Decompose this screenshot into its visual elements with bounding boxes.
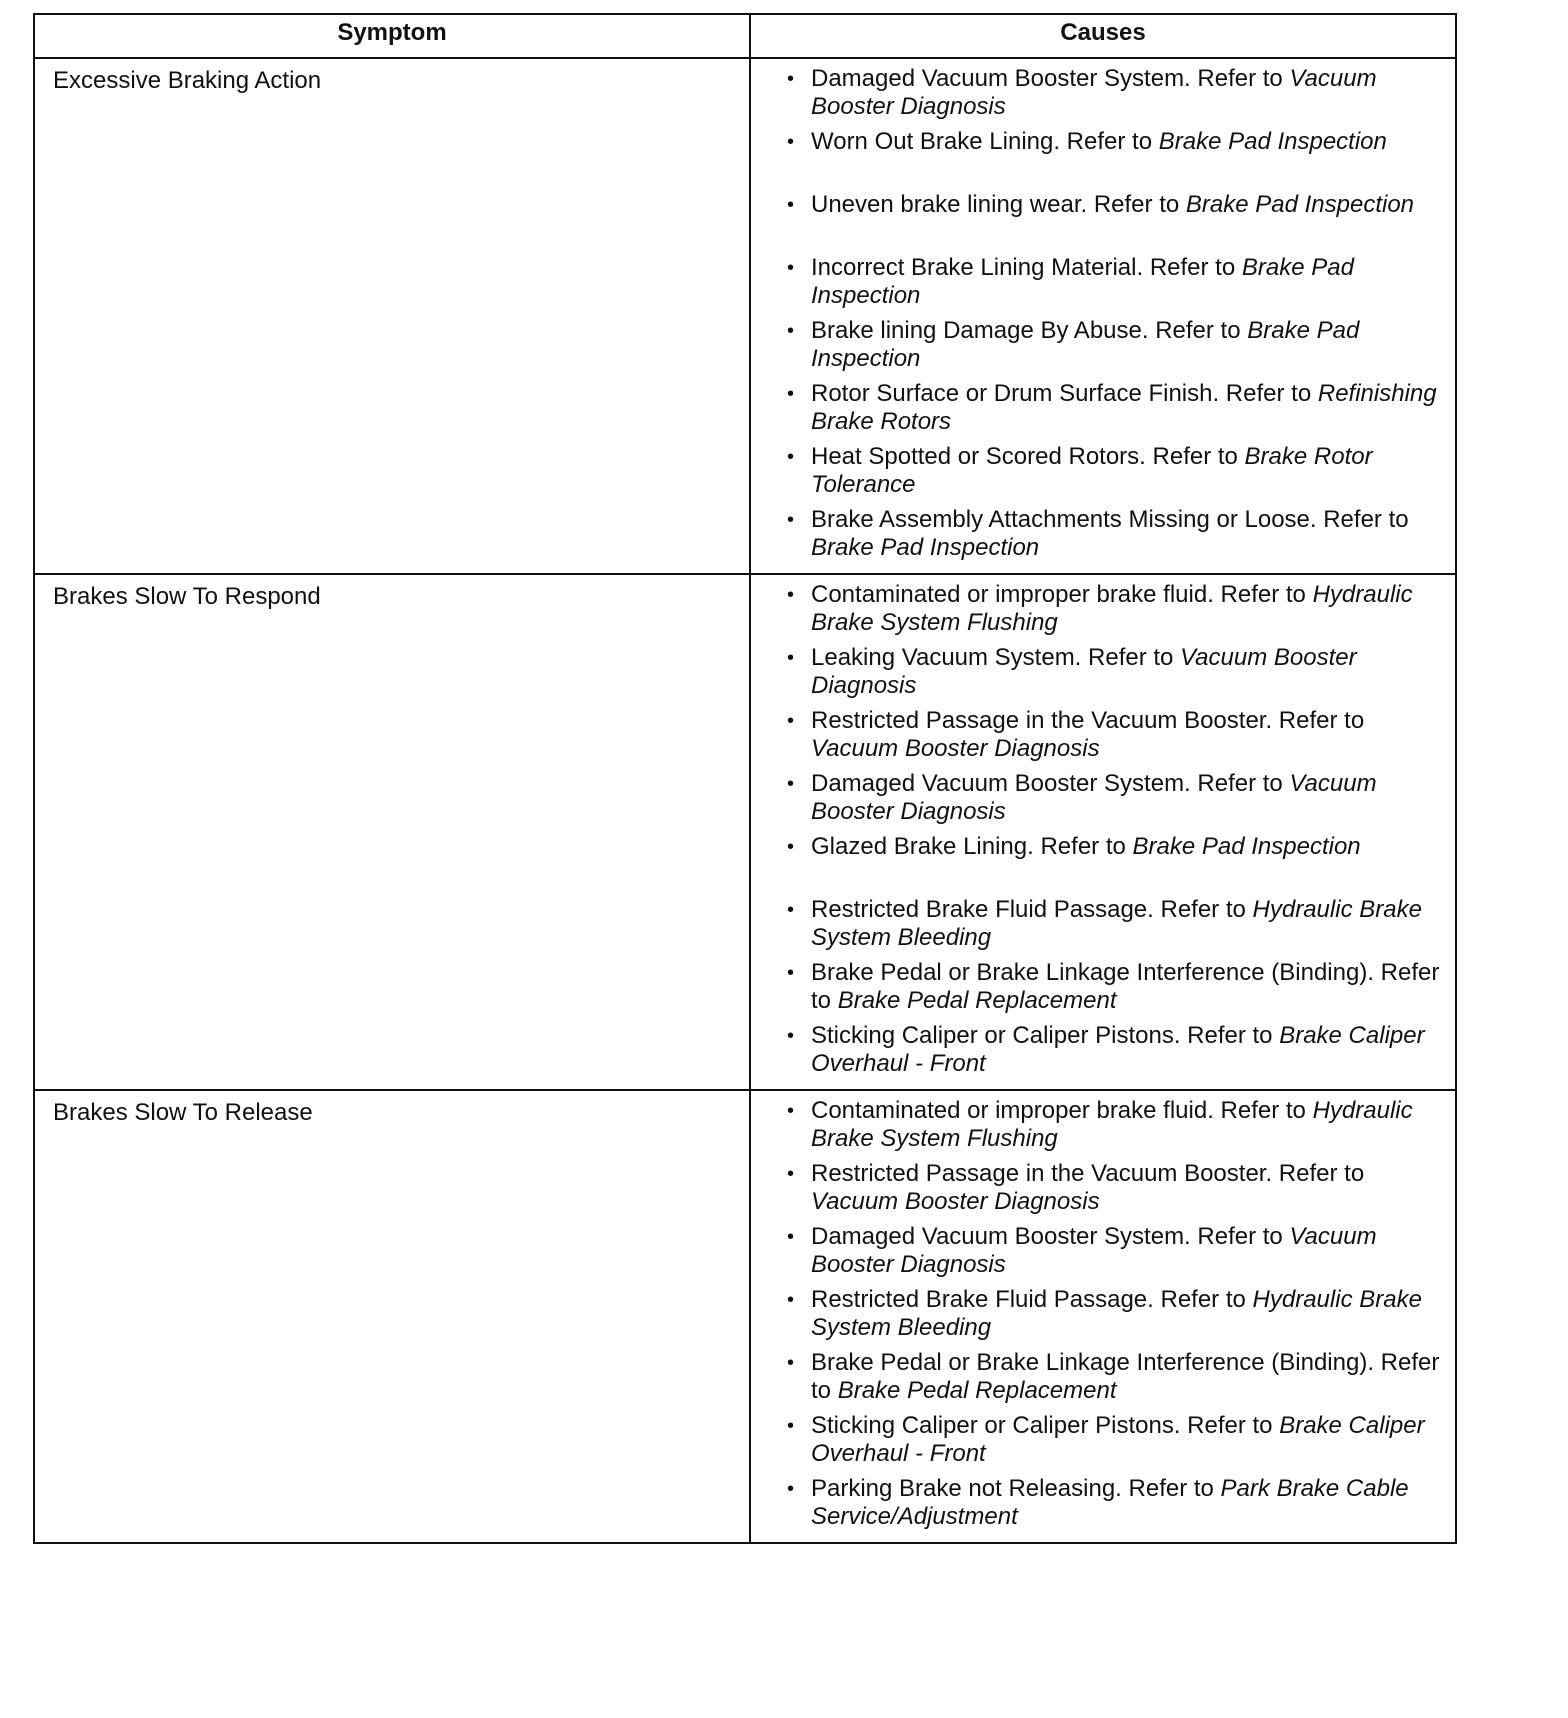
cause-item [787,770,1451,826]
cause-text: Uneven brake lining wear. Refer to [811,191,1186,218]
bullet-icon: • [787,1352,795,1374]
cause-text: Sticking Caliper or Caliper Pistons. Refer to [811,1022,1280,1049]
procedure-reference: Brake Pad Inspection [811,254,1354,309]
procedure-reference: Brake Pad Inspection [1132,833,1361,860]
cause-text: Contaminated or improper brake fluid. Refer to [811,581,1313,608]
procedure-reference: Brake Caliper Overhaul - Front [811,1022,1425,1077]
cause-text: Contaminated or improper brake fluid. Refer to [811,1097,1313,1124]
bullet-icon: • [787,710,795,732]
procedure-reference: Vacuum Booster Diagnosis [811,644,1357,699]
cause-list [787,1097,1451,1531]
cause-item [787,1349,1451,1405]
cause-text: Restricted Passage in the Vacuum Booster. Refer to [811,1160,1365,1187]
cause-item [787,833,1451,889]
table-row [34,1090,1456,1543]
cause-text: Sticking Caliper or Caliper Pistons. Refer to [811,1412,1280,1439]
procedure-reference: Brake Pedal Replacement [837,987,1117,1014]
bullet-icon: • [787,773,795,795]
bullet-icon: • [787,899,795,921]
cause-text: Leaking Vacuum System. Refer to [811,644,1181,671]
causes-cell [750,574,1456,1090]
cause-item [787,1412,1451,1468]
procedure-reference: Brake Pad Inspection [1185,191,1415,218]
bullet-icon: • [787,584,795,606]
procedure-reference: Vacuum Booster Diagnosis [811,65,1377,120]
procedure-reference: Vacuum Booster Diagnosis [811,735,1100,762]
cause-item [787,1286,1451,1342]
procedure-reference: Brake Pad Inspection [1158,128,1387,155]
cause-item [787,65,1451,121]
cause-item [787,254,1451,310]
procedure-reference: Brake Pedal Replacement [837,1377,1117,1404]
cause-text: Worn Out Brake Lining. Refer to [811,128,1159,155]
bullet-icon: • [787,1478,795,1500]
procedure-reference: Park Brake Cable Service/Adjustment [811,1475,1409,1530]
procedure-reference: Hydraulic Brake System Flushing [811,1097,1413,1152]
cause-item [787,128,1451,184]
procedure-reference: Hydraulic Brake System Bleeding [811,896,1422,951]
diagnosis-table [33,13,1457,1544]
bullet-icon: • [787,257,795,279]
cause-item [787,644,1451,700]
cause-item [787,1097,1451,1153]
bullet-icon: • [787,1415,795,1437]
bullet-icon: • [787,1163,795,1185]
cause-text: Brake lining Damage By Abuse. Refer to [811,317,1248,344]
bullet-icon: • [787,962,795,984]
cause-text: Restricted Brake Fluid Passage. Refer to [811,896,1253,923]
procedure-reference: Vacuum Booster Diagnosis [811,770,1377,825]
cause-text: Incorrect Brake Lining Material. Refer to [811,254,1242,281]
causes-column-header: Causes [750,14,1456,58]
bullet-icon: • [787,194,795,216]
cause-list [787,581,1451,1078]
cause-list [787,65,1451,562]
bullet-icon: • [787,383,795,405]
cause-item [787,1022,1451,1078]
bullet-icon: • [787,1289,795,1311]
table-row [34,574,1456,1090]
cause-item [787,1223,1451,1279]
procedure-reference: Vacuum Booster Diagnosis [811,1188,1100,1215]
table-body [34,58,1456,1543]
bullet-icon: • [787,446,795,468]
cause-text: Brake Assembly Attachments Missing or Loose. Refer to [811,506,1409,533]
cause-item [787,896,1451,952]
bullet-icon: • [787,320,795,342]
cause-text: Damaged Vacuum Booster System. Refer to [811,770,1290,797]
procedure-reference: Refinishing Brake Rotors [811,380,1437,435]
procedure-reference: Brake Pad Inspection [811,534,1040,561]
cause-item [787,380,1451,436]
cause-item [787,581,1451,637]
cause-text: Glazed Brake Lining. Refer to [811,833,1133,860]
cause-text: Restricted Passage in the Vacuum Booster. Refer to [811,707,1365,734]
table-header [34,14,1456,58]
causes-cell [750,58,1456,574]
cause-text: Brake Pedal or Brake Linkage Interference (Binding). Refer to [811,959,1440,1014]
bullet-icon: • [787,1025,795,1047]
cause-item [787,191,1451,247]
bullet-icon: • [787,647,795,669]
cause-text: Rotor Surface or Drum Surface Finish. Refer to [811,380,1318,407]
header-row [34,14,1456,58]
cause-item [787,506,1451,562]
procedure-reference: Brake Rotor Tolerance [811,443,1373,498]
procedure-reference: Brake Caliper Overhaul - Front [811,1412,1425,1467]
cause-item [787,317,1451,373]
cause-item [787,707,1451,763]
symptom-cell: Brakes Slow To Release [34,1090,750,1543]
cause-text: Heat Spotted or Scored Rotors. Refer to [811,443,1245,470]
table-row [34,58,1456,574]
bullet-icon: • [787,1226,795,1248]
cause-text: Restricted Brake Fluid Passage. Refer to [811,1286,1253,1313]
cause-item [787,443,1451,499]
cause-text: Brake Pedal or Brake Linkage Interference (Binding). Refer to [811,1349,1440,1404]
symptom-column-header: Symptom [34,14,750,58]
causes-cell [750,1090,1456,1543]
cause-text: Damaged Vacuum Booster System. Refer to [811,1223,1290,1250]
cause-item [787,1475,1451,1531]
cause-text: Damaged Vacuum Booster System. Refer to [811,65,1290,92]
bullet-icon: • [787,131,795,153]
cause-item [787,1160,1451,1216]
symptom-cell: Brakes Slow To Respond [34,574,750,1090]
bullet-icon: • [787,836,795,858]
bullet-icon: • [787,68,795,90]
symptom-cell: Excessive Braking Action [34,58,750,574]
bullet-icon: • [787,1100,795,1122]
cause-item [787,959,1451,1015]
procedure-reference: Brake Pad Inspection [811,317,1360,372]
procedure-reference: Vacuum Booster Diagnosis [811,1223,1377,1278]
cause-text: Parking Brake not Releasing. Refer to [811,1475,1221,1502]
bullet-icon: • [787,509,795,531]
procedure-reference: Hydraulic Brake System Bleeding [811,1286,1422,1341]
procedure-reference: Hydraulic Brake System Flushing [811,581,1413,636]
